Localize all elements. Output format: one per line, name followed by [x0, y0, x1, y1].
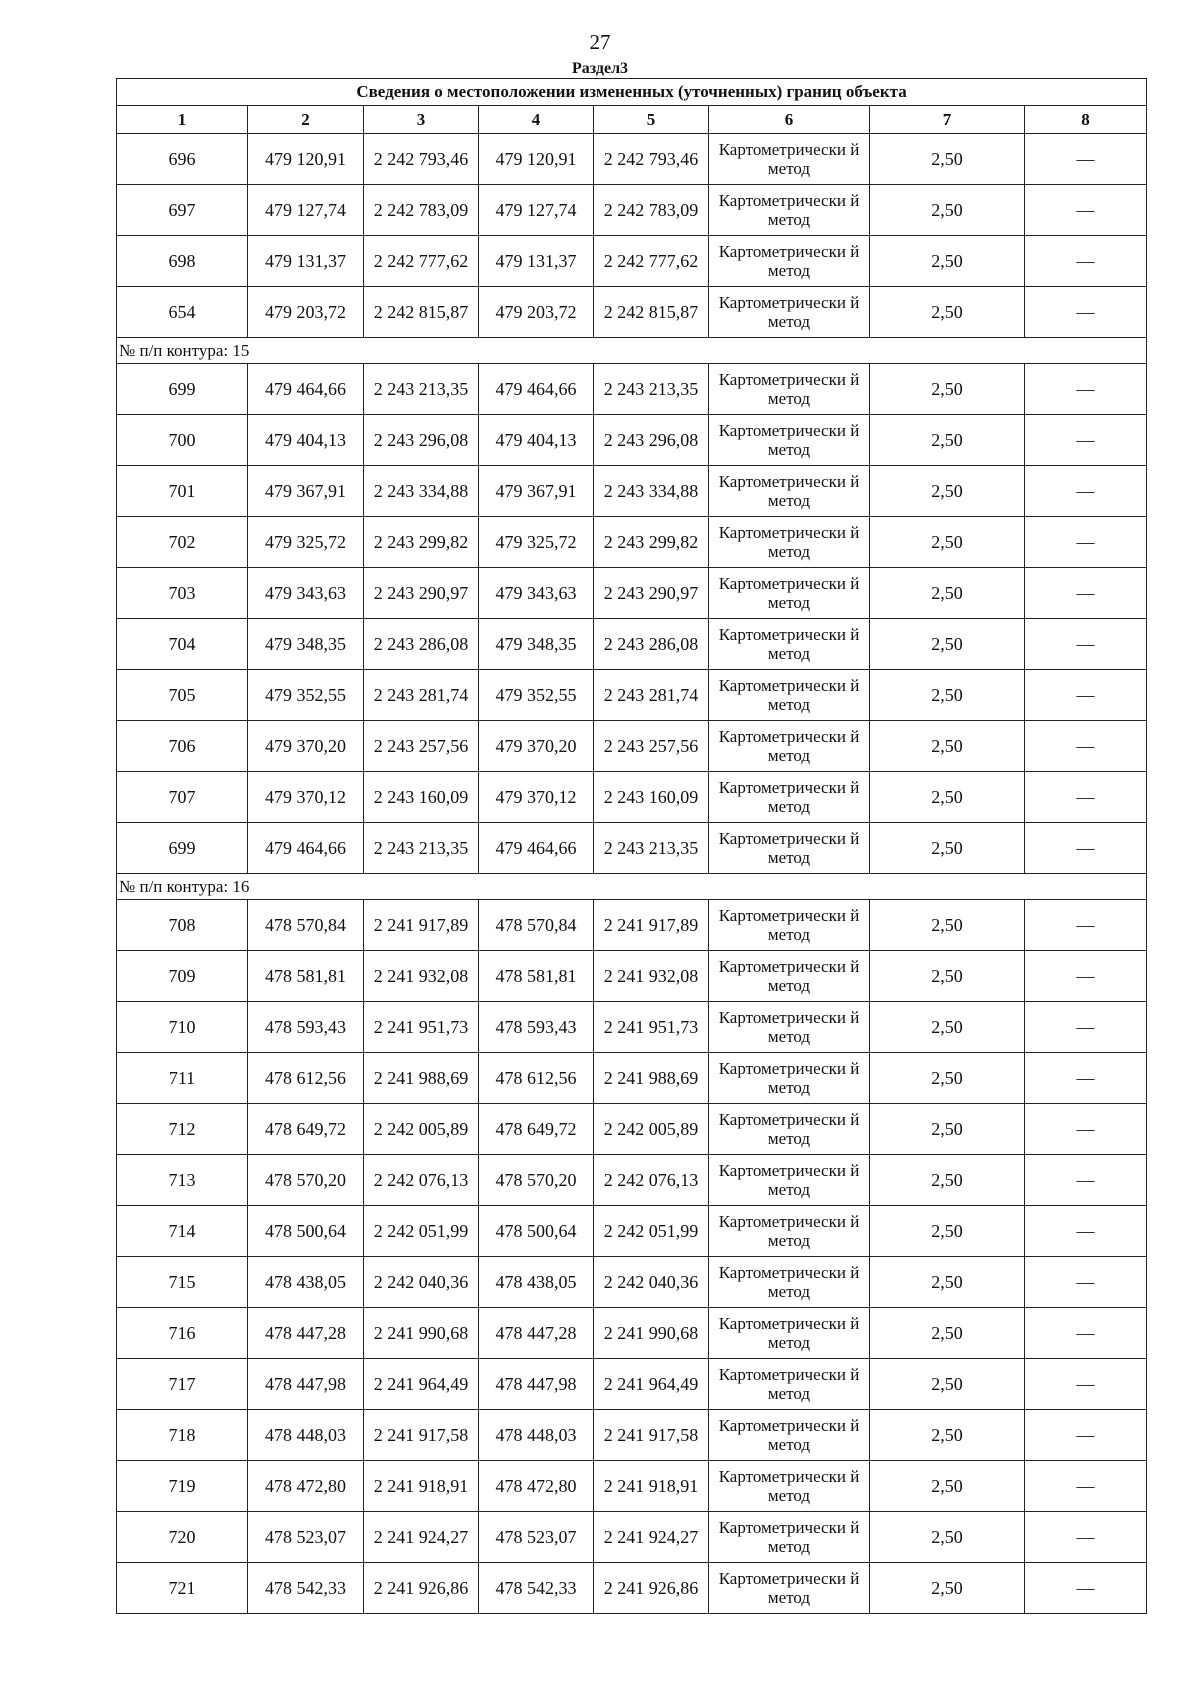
cell-y-new: 2 243 290,97	[594, 568, 709, 619]
cell-point-number: 702	[117, 517, 248, 568]
cell-x-new: 478 581,81	[479, 951, 594, 1002]
cell-y-existing: 2 241 917,58	[364, 1410, 479, 1461]
contour-row	[117, 874, 1147, 900]
cell-description: —	[1025, 568, 1147, 619]
cell-point-number: 713	[117, 1155, 248, 1206]
cell-x-existing: 479 367,91	[248, 466, 364, 517]
cell-x-existing: 478 593,43	[248, 1002, 364, 1053]
cell-x-existing: 479 325,72	[248, 517, 364, 568]
cell-accuracy: 2,50	[870, 1512, 1025, 1563]
cell-x-existing: 478 570,84	[248, 900, 364, 951]
cell-method: Картометрически й метод	[709, 772, 870, 823]
cell-x-new: 479 120,91	[479, 134, 594, 185]
cell-method: Картометрически й метод	[709, 1512, 870, 1563]
cell-x-new: 479 370,12	[479, 772, 594, 823]
cell-y-new: 2 243 213,35	[594, 364, 709, 415]
cell-method: Картометрически й метод	[709, 364, 870, 415]
cell-x-new: 479 127,74	[479, 185, 594, 236]
cell-y-new: 2 243 281,74	[594, 670, 709, 721]
cell-y-new: 2 242 005,89	[594, 1104, 709, 1155]
cell-accuracy: 2,50	[870, 185, 1025, 236]
cell-y-new: 2 243 299,82	[594, 517, 709, 568]
cell-y-new: 2 243 213,35	[594, 823, 709, 874]
cell-x-new: 479 203,72	[479, 287, 594, 338]
cell-point-number: 697	[117, 185, 248, 236]
contour-label: № п/п контура: 15	[117, 338, 1147, 364]
table-title: Сведения о местоположении измененных (уточненных) границ объекта	[117, 79, 1147, 106]
cell-y-new: 2 241 988,69	[594, 1053, 709, 1104]
cell-y-existing: 2 242 777,62	[364, 236, 479, 287]
cell-point-number: 711	[117, 1053, 248, 1104]
table-row	[117, 1155, 1147, 1206]
cell-description: —	[1025, 287, 1147, 338]
cell-point-number: 706	[117, 721, 248, 772]
cell-description: —	[1025, 951, 1147, 1002]
table-row	[117, 185, 1147, 236]
cell-y-new: 2 241 924,27	[594, 1512, 709, 1563]
cell-method: Картометрически й метод	[709, 670, 870, 721]
cell-point-number: 654	[117, 287, 248, 338]
cell-method: Картометрически й метод	[709, 568, 870, 619]
cell-y-existing: 2 241 917,89	[364, 900, 479, 951]
cell-x-existing: 478 472,80	[248, 1461, 364, 1512]
cell-method: Картометрически й метод	[709, 951, 870, 1002]
cell-x-new: 478 649,72	[479, 1104, 594, 1155]
table-row	[117, 772, 1147, 823]
table-row	[117, 568, 1147, 619]
cell-method: Картометрически й метод	[709, 415, 870, 466]
cell-description: —	[1025, 466, 1147, 517]
cell-x-new: 479 348,35	[479, 619, 594, 670]
cell-x-new: 479 367,91	[479, 466, 594, 517]
cell-point-number: 703	[117, 568, 248, 619]
cell-y-new: 2 242 783,09	[594, 185, 709, 236]
cell-point-number: 696	[117, 134, 248, 185]
cell-y-new: 2 243 296,08	[594, 415, 709, 466]
table-row	[117, 1104, 1147, 1155]
cell-y-new: 2 242 793,46	[594, 134, 709, 185]
cell-description: —	[1025, 1410, 1147, 1461]
cell-y-existing: 2 241 990,68	[364, 1308, 479, 1359]
cell-method: Картометрически й метод	[709, 1563, 870, 1614]
cell-y-new: 2 242 040,36	[594, 1257, 709, 1308]
cell-y-existing: 2 243 213,35	[364, 364, 479, 415]
cell-accuracy: 2,50	[870, 236, 1025, 287]
cell-accuracy: 2,50	[870, 1461, 1025, 1512]
cell-method: Картометрически й метод	[709, 1257, 870, 1308]
cell-accuracy: 2,50	[870, 287, 1025, 338]
cell-point-number: 704	[117, 619, 248, 670]
cell-y-existing: 2 241 951,73	[364, 1002, 479, 1053]
cell-accuracy: 2,50	[870, 517, 1025, 568]
cell-x-new: 478 612,56	[479, 1053, 594, 1104]
cell-point-number: 714	[117, 1206, 248, 1257]
cell-y-existing: 2 243 281,74	[364, 670, 479, 721]
cell-x-existing: 478 649,72	[248, 1104, 364, 1155]
cell-x-existing: 478 612,56	[248, 1053, 364, 1104]
cell-y-existing: 2 242 051,99	[364, 1206, 479, 1257]
contour-label: № п/п контура: 16	[117, 874, 1147, 900]
cell-accuracy: 2,50	[870, 1257, 1025, 1308]
cell-description: —	[1025, 134, 1147, 185]
cell-accuracy: 2,50	[870, 619, 1025, 670]
cell-x-existing: 479 464,66	[248, 364, 364, 415]
cell-x-existing: 478 581,81	[248, 951, 364, 1002]
cell-accuracy: 2,50	[870, 568, 1025, 619]
cell-accuracy: 2,50	[870, 772, 1025, 823]
table-row	[117, 900, 1147, 951]
cell-x-existing: 479 404,13	[248, 415, 364, 466]
cell-y-existing: 2 242 076,13	[364, 1155, 479, 1206]
cell-accuracy: 2,50	[870, 1563, 1025, 1614]
cell-y-new: 2 243 334,88	[594, 466, 709, 517]
cell-point-number: 700	[117, 415, 248, 466]
cell-x-existing: 478 447,98	[248, 1359, 364, 1410]
cell-method: Картометрически й метод	[709, 721, 870, 772]
cell-point-number: 721	[117, 1563, 248, 1614]
cell-y-existing: 2 243 299,82	[364, 517, 479, 568]
cell-method: Картометрически й метод	[709, 236, 870, 287]
cell-method: Картометрически й метод	[709, 517, 870, 568]
cell-description: —	[1025, 364, 1147, 415]
table-row	[117, 721, 1147, 772]
cell-method: Картометрически й метод	[709, 1002, 870, 1053]
cell-accuracy: 2,50	[870, 1155, 1025, 1206]
cell-x-existing: 478 447,28	[248, 1308, 364, 1359]
cell-accuracy: 2,50	[870, 670, 1025, 721]
cell-method: Картометрически й метод	[709, 1461, 870, 1512]
cell-x-new: 479 131,37	[479, 236, 594, 287]
cell-point-number: 698	[117, 236, 248, 287]
cell-accuracy: 2,50	[870, 364, 1025, 415]
boundary-coordinates-table	[116, 78, 1147, 1614]
cell-description: —	[1025, 1155, 1147, 1206]
column-number-7: 7	[870, 106, 1025, 134]
cell-y-new: 2 242 815,87	[594, 287, 709, 338]
table-row	[117, 670, 1147, 721]
cell-y-new: 2 241 918,91	[594, 1461, 709, 1512]
cell-y-existing: 2 241 924,27	[364, 1512, 479, 1563]
column-number-8: 8	[1025, 106, 1147, 134]
cell-accuracy: 2,50	[870, 466, 1025, 517]
cell-x-new: 479 370,20	[479, 721, 594, 772]
cell-point-number: 705	[117, 670, 248, 721]
cell-point-number: 699	[117, 364, 248, 415]
table-row	[117, 1359, 1147, 1410]
cell-y-existing: 2 243 290,97	[364, 568, 479, 619]
cell-description: —	[1025, 1206, 1147, 1257]
cell-x-existing: 479 120,91	[248, 134, 364, 185]
cell-x-new: 478 447,28	[479, 1308, 594, 1359]
cell-y-new: 2 241 990,68	[594, 1308, 709, 1359]
cell-description: —	[1025, 415, 1147, 466]
table-row	[117, 1002, 1147, 1053]
cell-description: —	[1025, 1359, 1147, 1410]
cell-accuracy: 2,50	[870, 823, 1025, 874]
cell-method: Картометрически й метод	[709, 1104, 870, 1155]
cell-description: —	[1025, 1104, 1147, 1155]
table-row	[117, 823, 1147, 874]
cell-y-new: 2 241 964,49	[594, 1359, 709, 1410]
table-row	[117, 517, 1147, 568]
cell-y-existing: 2 242 783,09	[364, 185, 479, 236]
cell-method: Картометрически й метод	[709, 185, 870, 236]
cell-y-new: 2 242 777,62	[594, 236, 709, 287]
column-number-4: 4	[479, 106, 594, 134]
cell-method: Картометрически й метод	[709, 1410, 870, 1461]
cell-x-new: 478 542,33	[479, 1563, 594, 1614]
cell-accuracy: 2,50	[870, 1308, 1025, 1359]
section-title: Раздел3	[571, 60, 629, 77]
cell-description: —	[1025, 772, 1147, 823]
cell-x-new: 478 570,20	[479, 1155, 594, 1206]
cell-x-existing: 479 370,12	[248, 772, 364, 823]
table-row	[117, 1461, 1147, 1512]
table-row	[117, 1257, 1147, 1308]
table-row	[117, 236, 1147, 287]
cell-y-new: 2 243 160,09	[594, 772, 709, 823]
cell-x-new: 478 447,98	[479, 1359, 594, 1410]
cell-accuracy: 2,50	[870, 1002, 1025, 1053]
cell-y-existing: 2 243 334,88	[364, 466, 479, 517]
cell-x-existing: 478 570,20	[248, 1155, 364, 1206]
cell-y-new: 2 242 076,13	[594, 1155, 709, 1206]
cell-point-number: 709	[117, 951, 248, 1002]
cell-description: —	[1025, 1512, 1147, 1563]
cell-x-existing: 478 438,05	[248, 1257, 364, 1308]
table-row	[117, 1053, 1147, 1104]
cell-description: —	[1025, 619, 1147, 670]
cell-method: Картометрически й метод	[709, 134, 870, 185]
cell-x-existing: 479 464,66	[248, 823, 364, 874]
cell-point-number: 708	[117, 900, 248, 951]
cell-description: —	[1025, 185, 1147, 236]
cell-method: Картометрически й метод	[709, 287, 870, 338]
cell-point-number: 701	[117, 466, 248, 517]
cell-x-existing: 479 370,20	[248, 721, 364, 772]
cell-accuracy: 2,50	[870, 1410, 1025, 1461]
table-row	[117, 1206, 1147, 1257]
cell-x-new: 478 570,84	[479, 900, 594, 951]
cell-y-new: 2 242 051,99	[594, 1206, 709, 1257]
table-row	[117, 1512, 1147, 1563]
cell-x-new: 478 593,43	[479, 1002, 594, 1053]
cell-x-existing: 478 542,33	[248, 1563, 364, 1614]
cell-description: —	[1025, 1461, 1147, 1512]
cell-method: Картометрически й метод	[709, 823, 870, 874]
table-row	[117, 619, 1147, 670]
cell-x-existing: 478 448,03	[248, 1410, 364, 1461]
table-row	[117, 287, 1147, 338]
cell-method: Картометрически й метод	[709, 1308, 870, 1359]
table-row	[117, 1308, 1147, 1359]
column-number-5: 5	[594, 106, 709, 134]
cell-x-new: 478 472,80	[479, 1461, 594, 1512]
cell-method: Картометрически й метод	[709, 900, 870, 951]
contour-row	[117, 338, 1147, 364]
cell-y-existing: 2 242 815,87	[364, 287, 479, 338]
cell-method: Картометрически й метод	[709, 1053, 870, 1104]
cell-x-existing: 479 127,74	[248, 185, 364, 236]
table-row	[117, 1410, 1147, 1461]
cell-accuracy: 2,50	[870, 415, 1025, 466]
cell-method: Картометрически й метод	[709, 1206, 870, 1257]
cell-accuracy: 2,50	[870, 721, 1025, 772]
cell-accuracy: 2,50	[870, 1206, 1025, 1257]
cell-y-existing: 2 241 932,08	[364, 951, 479, 1002]
cell-description: —	[1025, 1257, 1147, 1308]
cell-y-existing: 2 243 257,56	[364, 721, 479, 772]
cell-point-number: 716	[117, 1308, 248, 1359]
cell-y-existing: 2 243 296,08	[364, 415, 479, 466]
column-number-2: 2	[248, 106, 364, 134]
cell-y-existing: 2 241 918,91	[364, 1461, 479, 1512]
column-number-6: 6	[709, 106, 870, 134]
table-body	[117, 134, 1147, 1614]
cell-y-existing: 2 242 793,46	[364, 134, 479, 185]
table-row	[117, 415, 1147, 466]
table-row	[117, 951, 1147, 1002]
cell-x-new: 478 523,07	[479, 1512, 594, 1563]
cell-x-existing: 479 131,37	[248, 236, 364, 287]
cell-description: —	[1025, 1308, 1147, 1359]
cell-description: —	[1025, 517, 1147, 568]
cell-accuracy: 2,50	[870, 1359, 1025, 1410]
cell-method: Картометрически й метод	[709, 1359, 870, 1410]
cell-description: —	[1025, 236, 1147, 287]
cell-accuracy: 2,50	[870, 1104, 1025, 1155]
page-number: 27	[589, 30, 611, 54]
cell-y-new: 2 241 926,86	[594, 1563, 709, 1614]
cell-y-new: 2 241 932,08	[594, 951, 709, 1002]
cell-x-new: 478 438,05	[479, 1257, 594, 1308]
cell-point-number: 720	[117, 1512, 248, 1563]
cell-y-existing: 2 241 926,86	[364, 1563, 479, 1614]
cell-point-number: 718	[117, 1410, 248, 1461]
cell-y-new: 2 243 286,08	[594, 619, 709, 670]
cell-method: Картометрически й метод	[709, 619, 870, 670]
cell-point-number: 710	[117, 1002, 248, 1053]
cell-x-new: 479 352,55	[479, 670, 594, 721]
cell-x-new: 478 448,03	[479, 1410, 594, 1461]
cell-x-new: 479 404,13	[479, 415, 594, 466]
cell-point-number: 719	[117, 1461, 248, 1512]
cell-description: —	[1025, 670, 1147, 721]
cell-point-number: 715	[117, 1257, 248, 1308]
cell-description: —	[1025, 1563, 1147, 1614]
cell-y-new: 2 241 917,58	[594, 1410, 709, 1461]
cell-y-new: 2 241 917,89	[594, 900, 709, 951]
cell-x-new: 478 500,64	[479, 1206, 594, 1257]
cell-x-new: 479 343,63	[479, 568, 594, 619]
cell-x-existing: 478 523,07	[248, 1512, 364, 1563]
cell-y-existing: 2 241 988,69	[364, 1053, 479, 1104]
cell-y-new: 2 241 951,73	[594, 1002, 709, 1053]
cell-method: Картометрически й метод	[709, 466, 870, 517]
table-row	[117, 134, 1147, 185]
column-number-3: 3	[364, 106, 479, 134]
cell-method: Картометрически й метод	[709, 1155, 870, 1206]
column-numbers-row	[117, 106, 1147, 134]
cell-y-new: 2 243 257,56	[594, 721, 709, 772]
cell-description: —	[1025, 1053, 1147, 1104]
column-number-1: 1	[117, 106, 248, 134]
cell-accuracy: 2,50	[870, 134, 1025, 185]
cell-point-number: 699	[117, 823, 248, 874]
cell-x-new: 479 464,66	[479, 364, 594, 415]
cell-y-existing: 2 241 964,49	[364, 1359, 479, 1410]
cell-x-new: 479 325,72	[479, 517, 594, 568]
cell-x-new: 479 464,66	[479, 823, 594, 874]
cell-x-existing: 479 343,63	[248, 568, 364, 619]
cell-description: —	[1025, 721, 1147, 772]
cell-x-existing: 479 352,55	[248, 670, 364, 721]
cell-x-existing: 479 203,72	[248, 287, 364, 338]
table-row	[117, 466, 1147, 517]
cell-y-existing: 2 243 213,35	[364, 823, 479, 874]
cell-point-number: 712	[117, 1104, 248, 1155]
cell-y-existing: 2 243 286,08	[364, 619, 479, 670]
table-row	[117, 364, 1147, 415]
cell-description: —	[1025, 823, 1147, 874]
cell-point-number: 717	[117, 1359, 248, 1410]
cell-accuracy: 2,50	[870, 900, 1025, 951]
cell-y-existing: 2 242 040,36	[364, 1257, 479, 1308]
table-row	[117, 1563, 1147, 1614]
cell-accuracy: 2,50	[870, 951, 1025, 1002]
cell-accuracy: 2,50	[870, 1053, 1025, 1104]
cell-x-existing: 478 500,64	[248, 1206, 364, 1257]
cell-point-number: 707	[117, 772, 248, 823]
cell-description: —	[1025, 900, 1147, 951]
cell-description: —	[1025, 1002, 1147, 1053]
cell-y-existing: 2 243 160,09	[364, 772, 479, 823]
cell-y-existing: 2 242 005,89	[364, 1104, 479, 1155]
cell-x-existing: 479 348,35	[248, 619, 364, 670]
